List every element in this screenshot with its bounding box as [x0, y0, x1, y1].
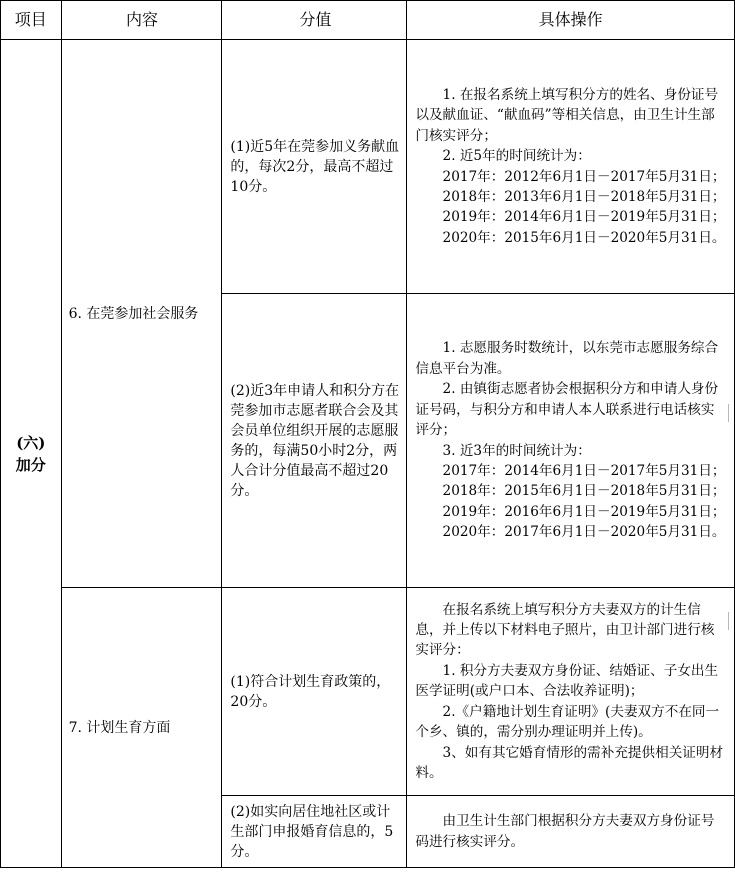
operation-line: 1. 积分方夫妻双方身份证、结婚证、子女出生医学证明(或户口本、合法收养证明)；	[415, 662, 719, 700]
operation-cell	[407, 588, 735, 796]
operation-line: 2017年：2012年6月1日－2017年5月31日；	[442, 168, 726, 185]
section-label	[1, 40, 62, 868]
operation-line: 2018年：2015年6月1日－2018年5月31日；	[442, 483, 726, 500]
table-row	[1, 588, 735, 796]
content-cell: 7. 计划生育方面	[61, 588, 222, 868]
operation-line: 3、如有其它婚育情形的需补充提供相关证明材料。	[415, 744, 724, 781]
operation-line: 2. 由镇街志愿者协会根据积分方和申请人身份证号码，与积分方和申请人本人联系进行电话核实评分；	[415, 381, 719, 439]
score-cell: (2)近3年申请人和积分方在莞参加市志愿者联合会及其会员单位组织开展的志愿服务的，每满50小时2分，两人合计分值最高不超过20分。	[222, 294, 407, 588]
table-header-row	[1, 1, 735, 40]
content-cell: 6. 在莞参加社会服务	[61, 40, 222, 588]
operation-line: 2018年：2013年6月1日－2018年5月31日；	[442, 188, 726, 205]
operation-line: 2019年：2014年6月1日－2019年5月31日；	[442, 209, 726, 226]
score-cell: (1)符合计划生育政策的，20分。	[222, 588, 407, 796]
section-label-line2: 加分	[15, 455, 46, 474]
operation-line: 2.《户籍地计划生育证明》(夫妻双方不在同一个乡、镇的，需分别办理证明并上传)。	[415, 703, 720, 741]
operation-line: 2020年：2017年6月1日－2020年5月31日。	[442, 524, 726, 541]
operation-line: 2. 近5年的时间统计为：	[442, 148, 591, 165]
operation-line: 由卫生计生部门根据积分方夫妻双方身份证号码进行核实评分。	[415, 813, 715, 850]
score-cell: (1)近5年在莞参加义务献血的，每次2分，最高不超过10分。	[222, 40, 407, 294]
operation-line: 2019年：2016年6月1日－2019年5月31日；	[442, 503, 726, 520]
header-operation: 具体操作	[407, 1, 735, 40]
operation-cell	[407, 40, 735, 294]
operation-line: 3. 近3年的时间统计为：	[442, 442, 591, 459]
operation-cell	[407, 294, 735, 588]
table-row	[1, 40, 735, 294]
operation-line: 1. 志愿服务时数统计，以东莞市志愿服务综合信息平台为准。	[415, 340, 719, 377]
section-label-line1: (六)	[16, 433, 46, 452]
margin-mark	[728, 404, 729, 422]
header-item: 项目	[1, 1, 62, 40]
operation-line: 在报名系统上填写积分方夫妻双方的计生信息，并上传以下材料电子照片，由卫计部门进行核实评分：	[415, 601, 715, 659]
operation-line: 1. 在报名系统上填写积分方的姓名、身份证号以及献血证、“献血码”等相关信息，由卫生计生部门核实评分；	[415, 86, 719, 144]
operation-line: 2017年：2014年6月1日－2017年5月31日；	[442, 462, 726, 479]
header-content: 内容	[61, 1, 222, 40]
margin-mark	[728, 612, 729, 630]
header-score: 分值	[222, 1, 407, 40]
operation-line: 2020年：2015年6月1日－2020年5月31日。	[442, 229, 726, 246]
score-cell: (2)如实向居住地社区或计生部门申报婚育信息的，5分。	[222, 796, 407, 868]
operation-cell	[407, 796, 735, 868]
